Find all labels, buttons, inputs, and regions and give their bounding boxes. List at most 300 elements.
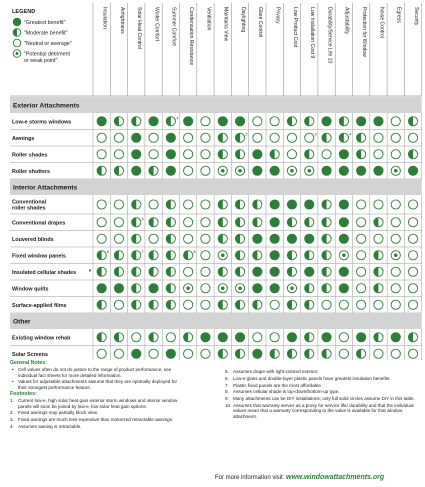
- full-benefit-icon: [114, 284, 123, 293]
- footnote-number: 7.: [225, 382, 229, 388]
- row-label: Louvered blinds: [12, 236, 54, 243]
- moderate-benefit-half: [408, 117, 413, 126]
- moderate-benefit-half: [305, 349, 310, 358]
- neutral-icon: [97, 218, 106, 227]
- neutral-icon: [184, 300, 193, 309]
- moderate-benefit-half: [270, 150, 275, 159]
- neutral-icon: [322, 150, 331, 159]
- neutral-icon: [374, 349, 383, 358]
- moderate-benefit-half: [287, 218, 292, 227]
- neutral-icon: [114, 349, 123, 358]
- neutral-icon: [201, 300, 210, 309]
- moderate-benefit-half: [132, 117, 137, 126]
- neutral-icon: [184, 234, 193, 243]
- neutral-icon: [201, 218, 210, 227]
- moderate-benefit-half: [322, 218, 327, 227]
- legend-label: "Greatest benefit": [24, 19, 66, 26]
- full-benefit-icon: [235, 333, 244, 342]
- moderate-benefit-half: [322, 284, 327, 293]
- moderate-benefit-half: [114, 166, 119, 175]
- moderate-benefit-half: [357, 150, 362, 159]
- full-benefit-icon: [253, 234, 262, 243]
- column-header: Egress: [395, 7, 402, 23]
- footnote: [225, 376, 415, 381]
- moderate-benefit-half: [166, 117, 171, 126]
- moderate-benefit-half: [235, 349, 240, 358]
- legend-label: "Moderate benefit": [24, 30, 68, 37]
- footnote-text: Assumes cellular shade is top-down/bottom-up type.: [233, 389, 340, 395]
- more-info-link[interactable]: www.windowattachments.org: [286, 474, 385, 481]
- neutral-icon: [97, 150, 106, 159]
- full-benefit-icon: [97, 117, 106, 126]
- neutral-icon: [357, 300, 366, 309]
- full-benefit-icon: [305, 234, 314, 243]
- moderate-benefit-half: [235, 200, 240, 209]
- neutral-icon: [253, 333, 262, 342]
- neutral-icon: [114, 218, 123, 227]
- moderate-benefit-half: [149, 333, 154, 342]
- full-benefit-icon: [270, 200, 279, 209]
- full-benefit-icon: [132, 133, 141, 142]
- full-benefit-icon: [253, 284, 262, 293]
- footnotes-title: Footnotes:: [10, 390, 37, 397]
- neutral-icon: [184, 267, 193, 276]
- neutral-icon: [184, 166, 193, 175]
- moderate-benefit-half: [166, 251, 171, 260]
- neutral-icon: [391, 284, 400, 293]
- moderate-benefit-half: [322, 133, 327, 142]
- detriment-dot: [290, 287, 293, 290]
- neutral-icon: [97, 200, 106, 209]
- full-benefit-icon: [201, 333, 210, 342]
- general-note: • Cell values often do not do justice to the range of product performance; see individual fact sheets for more detailed information.: [10, 367, 178, 378]
- moderate-benefit-half: [322, 267, 327, 276]
- full-benefit-icon: [270, 218, 279, 227]
- row-label: Conventional: [12, 199, 47, 206]
- column-header: Low Product Cost: [291, 7, 298, 48]
- full-benefit-icon: [270, 251, 279, 260]
- neutral-icon: [339, 349, 348, 358]
- neutral-icon: [391, 200, 400, 209]
- moderate-benefit-half: [287, 349, 292, 358]
- neutral-icon: [374, 200, 383, 209]
- footnote-number: 2.: [10, 410, 14, 416]
- moderate-benefit-half: [166, 300, 171, 309]
- cell-footnote-marker: 4: [349, 132, 352, 137]
- full-benefit-icon: [357, 117, 366, 126]
- neutral-icon: [391, 349, 400, 358]
- moderate-benefit-half: [218, 150, 223, 159]
- full-benefit-icon: [339, 218, 348, 227]
- full-benefit-icon: [97, 284, 106, 293]
- full-benefit-icon: [391, 333, 400, 342]
- neutral-icon: [357, 218, 366, 227]
- footnote: [10, 410, 178, 415]
- moderate-benefit-half: [374, 284, 379, 293]
- full-benefit-icon: [166, 349, 175, 358]
- detriment-dot: [238, 287, 241, 290]
- moderate-benefit-half: [166, 284, 171, 293]
- footnote-number: 1.: [10, 398, 14, 404]
- neutral-icon: [391, 150, 400, 159]
- neutral-icon: [149, 150, 158, 159]
- neutral-icon: [322, 300, 331, 309]
- footnote: [225, 403, 415, 419]
- moderate-benefit-half: [218, 133, 223, 142]
- cell-footnote-marker: 7: [141, 250, 144, 255]
- neutral-icon: [357, 251, 366, 260]
- neutral-icon: [270, 133, 279, 142]
- column-header: Adjustability: [343, 7, 350, 35]
- moderate-benefit-half: [218, 349, 223, 358]
- column-header: Summer Comfort: [170, 7, 177, 46]
- row-label: Insulated cellular shades: [12, 269, 77, 276]
- moderate-benefit-half: [114, 333, 119, 342]
- moderate-benefit-half: [218, 300, 223, 309]
- row-label: Roller shutters: [12, 168, 51, 175]
- cell-footnote-marker: 1: [176, 116, 179, 121]
- footnote-text: Plastic fixed panels are the most affordable.: [233, 382, 323, 388]
- moderate-benefit-half: [287, 117, 292, 126]
- moderate-benefit-half: [97, 333, 102, 342]
- moderate-benefit-half: [114, 267, 119, 276]
- moderate-benefit-half: [166, 267, 171, 276]
- row-label: Roller shades: [12, 152, 48, 159]
- cell-footnote-marker: 3: [314, 132, 317, 137]
- moderate-benefit-half: [132, 267, 137, 276]
- full-benefit-icon: [132, 166, 141, 175]
- full-benefit-icon: [218, 117, 227, 126]
- footnote: [10, 417, 178, 422]
- moderate-benefit-half: [166, 234, 171, 243]
- column-header: Security: [412, 7, 419, 26]
- full-benefit-icon: [253, 150, 262, 159]
- row-label: Conventional drapes: [12, 220, 66, 227]
- legend-label: or weak point": [24, 57, 58, 64]
- moderate-benefit-half: [305, 117, 310, 126]
- neutral-icon: [408, 200, 417, 209]
- cell-footnote-marker: 2: [245, 132, 248, 137]
- column-header: Maintains View: [222, 7, 229, 42]
- moderate-benefit-half: [408, 150, 413, 159]
- moderate-benefit-half: [322, 200, 327, 209]
- full-benefit-icon: [305, 267, 314, 276]
- moderate-benefit-half: [235, 150, 240, 159]
- neutral-icon: [13, 39, 21, 47]
- neutral-icon: [287, 150, 296, 159]
- neutral-icon: [391, 300, 400, 309]
- neutral-icon: [97, 234, 106, 243]
- full-benefit-icon: [408, 166, 417, 175]
- moderate-benefit-half: [184, 251, 189, 260]
- legend-label: "Neutral or average": [24, 40, 72, 47]
- neutral-icon: [270, 333, 279, 342]
- footnote-number: 6.: [225, 375, 229, 381]
- full-benefit-icon: [374, 166, 383, 175]
- footnote: [225, 383, 415, 388]
- footnote-text: Assumes that warranty serves as a proxy for service life/ durability and that the individual values mean that a warranty corresponding to the value is available for that window attachment.: [233, 402, 414, 419]
- detriment-dot: [16, 52, 19, 55]
- neutral-icon: [184, 150, 193, 159]
- moderate-benefit-half: [132, 218, 137, 227]
- neutral-icon: [270, 300, 279, 309]
- footnote: [225, 369, 415, 374]
- neutral-icon: [149, 349, 158, 358]
- section-title: Interior Attachments: [13, 184, 78, 192]
- neutral-icon: [374, 133, 383, 142]
- moderate-benefit-half: [322, 349, 327, 358]
- row-label: Fixed window panels: [12, 253, 66, 260]
- moderate-benefit-half: [253, 200, 258, 209]
- neutral-icon: [97, 133, 106, 142]
- full-benefit-icon: [339, 234, 348, 243]
- neutral-icon: [391, 218, 400, 227]
- neutral-icon: [114, 234, 123, 243]
- full-benefit-icon: [287, 234, 296, 243]
- moderate-benefit-half: [253, 218, 258, 227]
- moderate-benefit-half: [253, 300, 258, 309]
- detriment-dot: [186, 287, 189, 290]
- general-note: • Values for adjustable attachments assume that they are optimally deployed for their strongest performance feature.: [10, 379, 178, 390]
- neutral-icon: [201, 251, 210, 260]
- neutral-icon: [184, 218, 193, 227]
- neutral-icon: [201, 267, 210, 276]
- neutral-icon: [149, 234, 158, 243]
- cell-footnote-marker: 5: [141, 217, 144, 222]
- full-benefit-icon: [339, 150, 348, 159]
- neutral-icon: [132, 333, 141, 342]
- full-benefit-icon: [287, 200, 296, 209]
- full-benefit-icon: [305, 200, 314, 209]
- full-benefit-icon: [132, 349, 141, 358]
- full-benefit-icon: [253, 166, 262, 175]
- moderate-benefit-half: [305, 284, 310, 293]
- general-notes-list: [10, 367, 178, 390]
- full-benefit-icon: [149, 117, 158, 126]
- moderate-benefit-half: [97, 251, 102, 260]
- full-benefit-icon: [218, 333, 227, 342]
- moderate-benefit-half: [166, 200, 171, 209]
- neutral-icon: [201, 284, 210, 293]
- general-notes-title: General Notes:: [10, 360, 47, 366]
- moderate-benefit-half: [132, 200, 137, 209]
- column-header: Insulation: [101, 7, 108, 29]
- full-benefit-icon: [270, 284, 279, 293]
- moderate-benefit-half: [149, 251, 154, 260]
- moderate-benefit-half: [339, 133, 344, 142]
- neutral-icon: [408, 133, 417, 142]
- moderate-benefit-half: [235, 218, 240, 227]
- neutral-icon: [114, 133, 123, 142]
- footnote-number: 9.: [225, 396, 229, 402]
- detriment-dot: [394, 169, 397, 172]
- neutral-icon: [253, 133, 262, 142]
- neutral-icon: [408, 349, 417, 358]
- neutral-icon: [201, 200, 210, 209]
- moderate-benefit-half: [357, 133, 362, 142]
- moderate-benefit-half: [305, 218, 310, 227]
- full-benefit-icon: [270, 166, 279, 175]
- full-benefit-icon: [322, 166, 331, 175]
- moderate-benefit-half: [305, 300, 310, 309]
- neutral-icon: [201, 166, 210, 175]
- neutral-icon: [184, 133, 193, 142]
- detriment-dot: [394, 254, 397, 257]
- column-header: Airtightness: [118, 7, 125, 34]
- full-benefit-icon: [270, 234, 279, 243]
- column-header: Solar Heat Control: [136, 7, 143, 49]
- moderate-benefit-half: [218, 218, 223, 227]
- full-benefit-icon: [339, 200, 348, 209]
- section-title: Exterior Attachments: [13, 102, 80, 110]
- moderate-benefit-half: [97, 166, 102, 175]
- footnote-number: 3.: [10, 417, 14, 423]
- moderate-benefit-half: [132, 300, 137, 309]
- neutral-icon: [270, 117, 279, 126]
- section-band: [10, 313, 422, 329]
- detriment-dot: [238, 169, 241, 172]
- more-info-footer: [215, 474, 384, 481]
- moderate-benefit-half: [149, 218, 154, 227]
- moderate-benefit-half: [132, 251, 137, 260]
- full-benefit-icon: [166, 150, 175, 159]
- neutral-icon: [97, 349, 106, 358]
- row-label: Awnings: [12, 135, 35, 142]
- moderate-benefit-half: [374, 267, 379, 276]
- moderate-benefit-half: [218, 267, 223, 276]
- full-benefit-icon: [339, 267, 348, 276]
- moderate-benefit-half: [132, 284, 137, 293]
- neutral-icon: [357, 200, 366, 209]
- moderate-benefit-half: [287, 300, 292, 309]
- neutral-icon: [201, 133, 210, 142]
- neutral-icon: [357, 267, 366, 276]
- column-header: Glare Control: [257, 7, 264, 38]
- moderate-benefit-half: [218, 200, 223, 209]
- legend-label: "Potential detriment: [24, 51, 71, 58]
- footnote: [225, 396, 415, 401]
- column-header: Protection for Window: [360, 7, 367, 57]
- section-title: Other: [13, 318, 31, 326]
- footnote-text: Fixed awnings may partially block view.: [18, 410, 98, 416]
- footnote-text: Many attachments can be DIY installations; only full solid circles assume DIY in this table.: [233, 396, 415, 402]
- footnote-text: Assumes drape with light-colored exterior.: [233, 369, 319, 374]
- cell-footnote-marker: 8: [193, 250, 196, 255]
- column-header: Durability/Service Life 10: [326, 7, 333, 64]
- column-header: Privacy: [274, 7, 281, 24]
- footnotes-left-list: [10, 398, 178, 429]
- neutral-icon: [391, 133, 400, 142]
- neutral-icon: [201, 150, 210, 159]
- footnote-text: Current low-e, high solar heat gain exterior storm windows and interior window panels will soon be joined by low-e, low solar heat gain options.: [18, 398, 178, 409]
- column-header: Ventilation: [205, 7, 212, 31]
- moderate-benefit-half: [374, 251, 379, 260]
- neutral-icon: [357, 284, 366, 293]
- neutral-icon: [374, 150, 383, 159]
- moderate-benefit-half: [322, 251, 327, 260]
- moderate-benefit-half: [322, 234, 327, 243]
- neutral-icon: [166, 333, 175, 342]
- moderate-benefit-half: [305, 150, 310, 159]
- moderate-benefit-half: [132, 234, 137, 243]
- moderate-benefit-half: [97, 300, 102, 309]
- moderate-benefit-half: [305, 251, 310, 260]
- notes-right: [225, 369, 415, 420]
- neutral-icon: [305, 133, 314, 142]
- moderate-benefit-half: [235, 267, 240, 276]
- column-header: Low Installation Cost 9: [309, 7, 316, 59]
- full-benefit-icon: [132, 150, 141, 159]
- full-benefit-icon: [357, 333, 366, 342]
- neutral-icon: [408, 284, 417, 293]
- full-benefit-icon: [339, 284, 348, 293]
- full-benefit-icon: [253, 349, 262, 358]
- neutral-icon: [114, 200, 123, 209]
- full-benefit-icon: [374, 117, 383, 126]
- footnote-text: Fixed awnings are much less expensive than motorized retractable awnings.: [18, 417, 174, 423]
- footnote: [225, 389, 415, 394]
- moderate-benefit-half: [253, 251, 258, 260]
- detriment-dot: [342, 254, 345, 257]
- footnote-text: Assumes awning is retractable.: [18, 423, 82, 429]
- footnote-number: 8.: [225, 389, 229, 395]
- full-benefit-icon: [322, 117, 331, 126]
- detriment-dot: [221, 287, 224, 290]
- moderate-benefit-half: [218, 234, 223, 243]
- full-benefit-icon: [13, 18, 21, 26]
- neutral-icon: [184, 349, 193, 358]
- footnote: [10, 424, 178, 429]
- full-benefit-icon: [184, 117, 193, 126]
- moderate-benefit-half: [287, 267, 292, 276]
- neutral-icon: [374, 300, 383, 309]
- moderate-benefit-half: [408, 333, 413, 342]
- moderate-benefit-half: [235, 234, 240, 243]
- more-info-prefix: For more information visit:: [215, 475, 287, 481]
- moderate-benefit-half: [184, 333, 189, 342]
- neutral-icon: [408, 251, 417, 260]
- row-label: Window quilts: [12, 286, 49, 293]
- row-label: Surface-applied films: [12, 302, 67, 309]
- moderate-benefit-half: [235, 133, 240, 142]
- moderate-benefit-half: [305, 333, 310, 342]
- neutral-icon: [114, 150, 123, 159]
- row-label: Existing window rehab: [12, 335, 71, 342]
- moderate-benefit-half: [149, 166, 154, 175]
- full-benefit-icon: [270, 267, 279, 276]
- neutral-icon: [201, 117, 210, 126]
- neutral-icon: [408, 234, 417, 243]
- full-benefit-icon: [235, 117, 244, 126]
- neutral-icon: [408, 267, 417, 276]
- neutral-icon: [408, 218, 417, 227]
- moderate-benefit-half: [114, 117, 119, 126]
- neutral-icon: [357, 234, 366, 243]
- neutral-icon: [184, 200, 193, 209]
- row-label: Solar Screens: [12, 351, 48, 358]
- full-benefit-icon: [287, 333, 296, 342]
- moderate-benefit-half: [374, 218, 379, 227]
- detriment-dot: [308, 169, 311, 172]
- footnote-number: 10.: [225, 402, 232, 408]
- neutral-icon: [374, 234, 383, 243]
- full-benefit-icon: [339, 166, 348, 175]
- moderate-benefit-half: [97, 267, 102, 276]
- footnote-number: 4.: [10, 423, 14, 429]
- moderate-benefit-half: [270, 349, 275, 358]
- column-header: Daylighting: [239, 7, 246, 33]
- detriment-dot: [290, 169, 293, 172]
